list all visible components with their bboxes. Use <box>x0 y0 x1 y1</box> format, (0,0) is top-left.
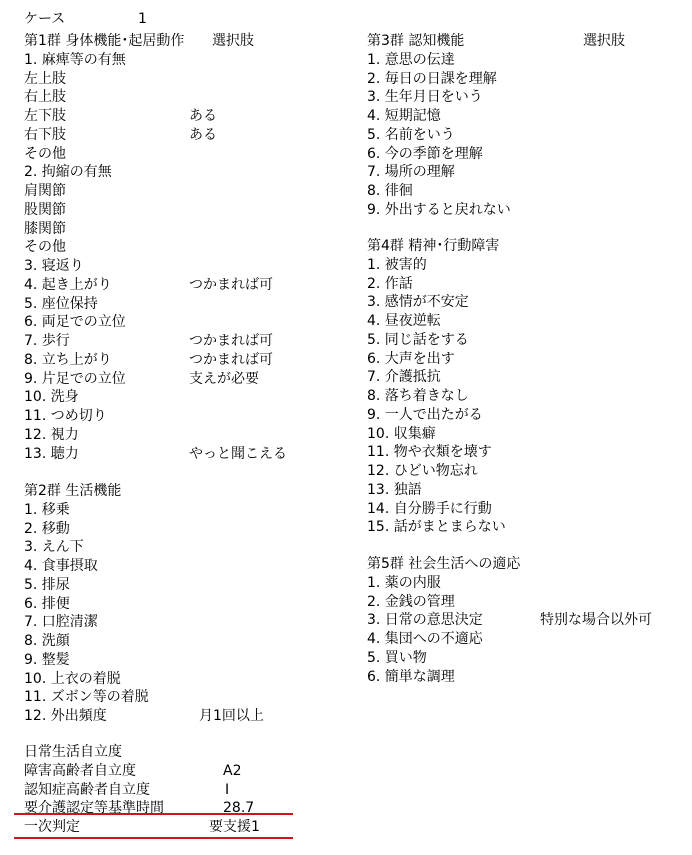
group3-row <box>367 201 685 220</box>
group1-row-value: 支えが必要 <box>189 370 259 387</box>
group2-row <box>24 670 314 689</box>
group3-row <box>367 88 685 107</box>
group4-row-label: 10. 収集癖 <box>367 425 436 442</box>
group2-row-label: 8. 洗顔 <box>24 633 70 649</box>
group4-row <box>367 406 685 425</box>
group1-row-label: 8. 立ち上がり <box>24 351 112 368</box>
group1-row <box>24 351 314 370</box>
group1-row-value: つかまれば可 <box>189 276 273 293</box>
group1-row-label: 6. 両足での立位 <box>24 314 126 331</box>
group1-row <box>24 70 314 89</box>
group1-row-label: 11. つめ切り <box>24 408 107 424</box>
group5-row-label: 4. 集団への不適応 <box>367 631 483 647</box>
group2-row-label: 1. 移乗 <box>24 501 70 518</box>
group5-row <box>367 611 685 630</box>
group1-row-label: 1. 麻痺等の有無 <box>24 51 126 68</box>
group1-row <box>24 182 314 201</box>
red-rule-bottom <box>14 837 293 839</box>
group4-row-label: 12. ひどい物忘れ <box>367 463 478 479</box>
group2-row-label: 10. 上衣の着脱 <box>24 670 121 687</box>
group2-row-label: 3. えん下 <box>24 539 84 556</box>
summary-title: 日常生活自立度 <box>24 744 122 760</box>
group4-row-label: 15. 話がまとまらない <box>367 519 506 536</box>
group5-row <box>367 649 685 668</box>
group4-title-row <box>367 237 685 256</box>
summary-row-value: 28.7 <box>223 800 255 817</box>
group2-row <box>24 538 314 557</box>
group4-row-label: 8. 落ち着きなし <box>367 388 469 404</box>
group5-row <box>367 593 685 612</box>
group3-row <box>367 182 685 201</box>
group1-row-label: 股関節 <box>24 201 66 218</box>
group2-row <box>24 576 314 595</box>
group3-row <box>367 107 685 126</box>
case-header <box>24 10 324 29</box>
group2-row <box>24 520 314 539</box>
group4-row-label: 7. 介護抵抗 <box>367 369 441 386</box>
group1-row-label: 膝関節 <box>24 220 66 237</box>
group3-title: 第3群 認知機能 <box>367 33 465 49</box>
summary-row-value: 要支援1 <box>209 819 260 835</box>
group3-row <box>367 163 685 182</box>
group2-row <box>24 632 314 651</box>
group1-row-label: 13. 聴力 <box>24 445 79 462</box>
group1-row-label: 7. 歩行 <box>24 333 70 349</box>
group1-title-row <box>24 32 314 51</box>
group4-row <box>367 275 685 294</box>
group4-row-label: 5. 同じ話をする <box>367 331 469 348</box>
group1-row-value: ある <box>189 108 217 124</box>
group1-column-header: 選択肢 <box>212 33 254 49</box>
group4-row <box>367 331 685 350</box>
group5-row-label: 5. 買い物 <box>367 649 427 666</box>
case-number: 1 <box>138 11 147 27</box>
group2-row <box>24 501 314 520</box>
summary-row <box>24 799 314 818</box>
group2-row-label: 11. ズボン等の着脱 <box>24 689 149 706</box>
group1-row-value: ある <box>189 126 217 143</box>
group3-column-header: 選択肢 <box>583 33 625 49</box>
group2-row-label: 6. 排便 <box>24 595 70 612</box>
group1-row-label: 5. 座位保持 <box>24 295 98 312</box>
group2-title-row <box>24 482 314 501</box>
group1-row <box>24 388 314 407</box>
group1-row-label: 右下肢 <box>24 126 66 143</box>
group1-row <box>24 51 314 70</box>
group4-row <box>367 425 685 444</box>
group3-row <box>367 126 685 145</box>
group4-row <box>367 481 685 500</box>
group1-row <box>24 126 314 145</box>
group4-row-label: 11. 物や衣類を壊す <box>367 444 492 461</box>
case-label: ケース <box>24 11 66 27</box>
group3-row-label: 3. 生年月日をいう <box>367 89 483 106</box>
group1-row-label: 9. 片足での立位 <box>24 370 126 387</box>
group5-title: 第5群 社会生活への適応 <box>367 556 521 572</box>
group2-row-value: 月1回以上 <box>199 708 264 724</box>
group2-row-label: 5. 排尿 <box>24 576 70 593</box>
group1-row-label: 3. 寝返り <box>24 258 84 274</box>
group1-row <box>24 332 314 351</box>
group2-row-label: 9. 整髪 <box>24 651 70 668</box>
group1-row <box>24 313 314 332</box>
group2-row-label: 4. 食事摂取 <box>24 558 98 574</box>
group1-row <box>24 257 314 276</box>
group2-row <box>24 613 314 632</box>
summary-row <box>24 818 314 837</box>
summary-row-label: 要介護認定等基準時間 <box>24 800 164 817</box>
group3-row-label: 4. 短期記憶 <box>367 108 441 124</box>
group4-row-label: 1. 被害的 <box>367 256 427 273</box>
group1-row <box>24 220 314 239</box>
group3-row-label: 7. 場所の理解 <box>367 164 455 181</box>
group2-row <box>24 595 314 614</box>
group4-title: 第4群 精神･行動障害 <box>367 238 500 254</box>
group4-row-label: 6. 大声を出す <box>367 350 455 367</box>
group4-row <box>367 518 685 537</box>
group4-row <box>367 350 685 369</box>
group1-row <box>24 295 314 314</box>
group1-row <box>24 238 314 257</box>
group1-row <box>24 107 314 126</box>
group1-row-label: 左上肢 <box>24 70 66 87</box>
group4-row <box>367 462 685 481</box>
group5-row-label: 1. 薬の内服 <box>367 574 441 591</box>
group3-row-label: 6. 今の季節を理解 <box>367 145 483 162</box>
red-rule-top <box>14 813 293 815</box>
group1-title: 第1群 身体機能･起居動作 <box>24 33 185 49</box>
group2-row-label: 7. 口腔清潔 <box>24 614 98 631</box>
group1-row <box>24 201 314 220</box>
group4-row <box>367 256 685 275</box>
group1-row-label: その他 <box>24 239 66 256</box>
group1-row-label: 12. 視力 <box>24 426 79 443</box>
summary-row-label: 認知症高齢者自立度 <box>24 781 150 798</box>
group1-row-label: 2. 拘縮の有無 <box>24 164 112 181</box>
group4-row-label: 3. 感情が不安定 <box>367 294 469 311</box>
group1-row-label: 左下肢 <box>24 108 66 124</box>
group5-row <box>367 630 685 649</box>
group3-row-label: 1. 意思の伝達 <box>367 51 455 68</box>
summary-row-label: 一次判定 <box>24 819 80 835</box>
group5-row-value: 特別な場合以外可 <box>540 612 652 629</box>
group3-row-label: 9. 外出すると戻れない <box>367 201 511 218</box>
group2-row-label: 2. 移動 <box>24 520 70 537</box>
group4-row <box>367 500 685 519</box>
group2-row <box>24 688 314 707</box>
summary-title-row <box>24 743 314 762</box>
group4-row-label: 4. 昼夜逆転 <box>367 313 441 329</box>
group1-row <box>24 426 314 445</box>
group1-row-label: 肩関節 <box>24 183 66 199</box>
group1-row <box>24 145 314 164</box>
group1-row-value: やっと聞こえる <box>189 445 287 462</box>
group1-row <box>24 163 314 182</box>
group3-row-label: 8. 徘徊 <box>367 183 413 199</box>
group2-row <box>24 707 314 726</box>
summary-row <box>24 781 314 800</box>
group3-row-label: 5. 名前をいう <box>367 126 455 143</box>
group4-row-label: 14. 自分勝手に行動 <box>367 500 492 517</box>
summary-row-label: 障害高齢者自立度 <box>24 762 136 779</box>
group3-row <box>367 145 685 164</box>
group1-row <box>24 407 314 426</box>
group5-row <box>367 574 685 593</box>
group4-row <box>367 368 685 387</box>
group4-row <box>367 293 685 312</box>
group5-row <box>367 668 685 687</box>
group4-row <box>367 443 685 462</box>
group4-row-label: 13. 独語 <box>367 481 422 498</box>
group1-row-value: つかまれば可 <box>189 351 273 368</box>
group4-row-label: 9. 一人で出たがる <box>367 406 483 423</box>
group1-row-label: 4. 起き上がり <box>24 276 112 293</box>
group4-row <box>367 387 685 406</box>
group1-row <box>24 370 314 389</box>
group1-row <box>24 445 314 464</box>
group2-title: 第2群 生活機能 <box>24 483 122 499</box>
group1-row <box>24 88 314 107</box>
group5-row-label: 3. 日常の意思決定 <box>367 612 483 629</box>
group4-row <box>367 312 685 331</box>
group5-row-label: 6. 簡単な調理 <box>367 668 455 685</box>
group3-row-label: 2. 毎日の日課を理解 <box>367 70 497 87</box>
group3-row <box>367 51 685 70</box>
group5-row-label: 2. 金銭の管理 <box>367 593 455 610</box>
group3-title-row <box>367 32 685 51</box>
group1-row-label: その他 <box>24 145 66 162</box>
group2-row <box>24 651 314 670</box>
group2-row-label: 12. 外出頻度 <box>24 708 107 724</box>
group1-row-label: 10. 洗身 <box>24 389 79 406</box>
group5-title-row <box>367 555 685 574</box>
group1-row-label: 右上肢 <box>24 89 66 106</box>
group1-row-value: つかまれば可 <box>189 333 273 349</box>
group4-row-label: 2. 作話 <box>367 275 413 292</box>
summary-row-value: Ⅰ <box>225 781 230 798</box>
group3-row <box>367 70 685 89</box>
summary-row <box>24 762 314 781</box>
group2-row <box>24 557 314 576</box>
summary-row-value: A2 <box>223 762 242 779</box>
group1-row <box>24 276 314 295</box>
